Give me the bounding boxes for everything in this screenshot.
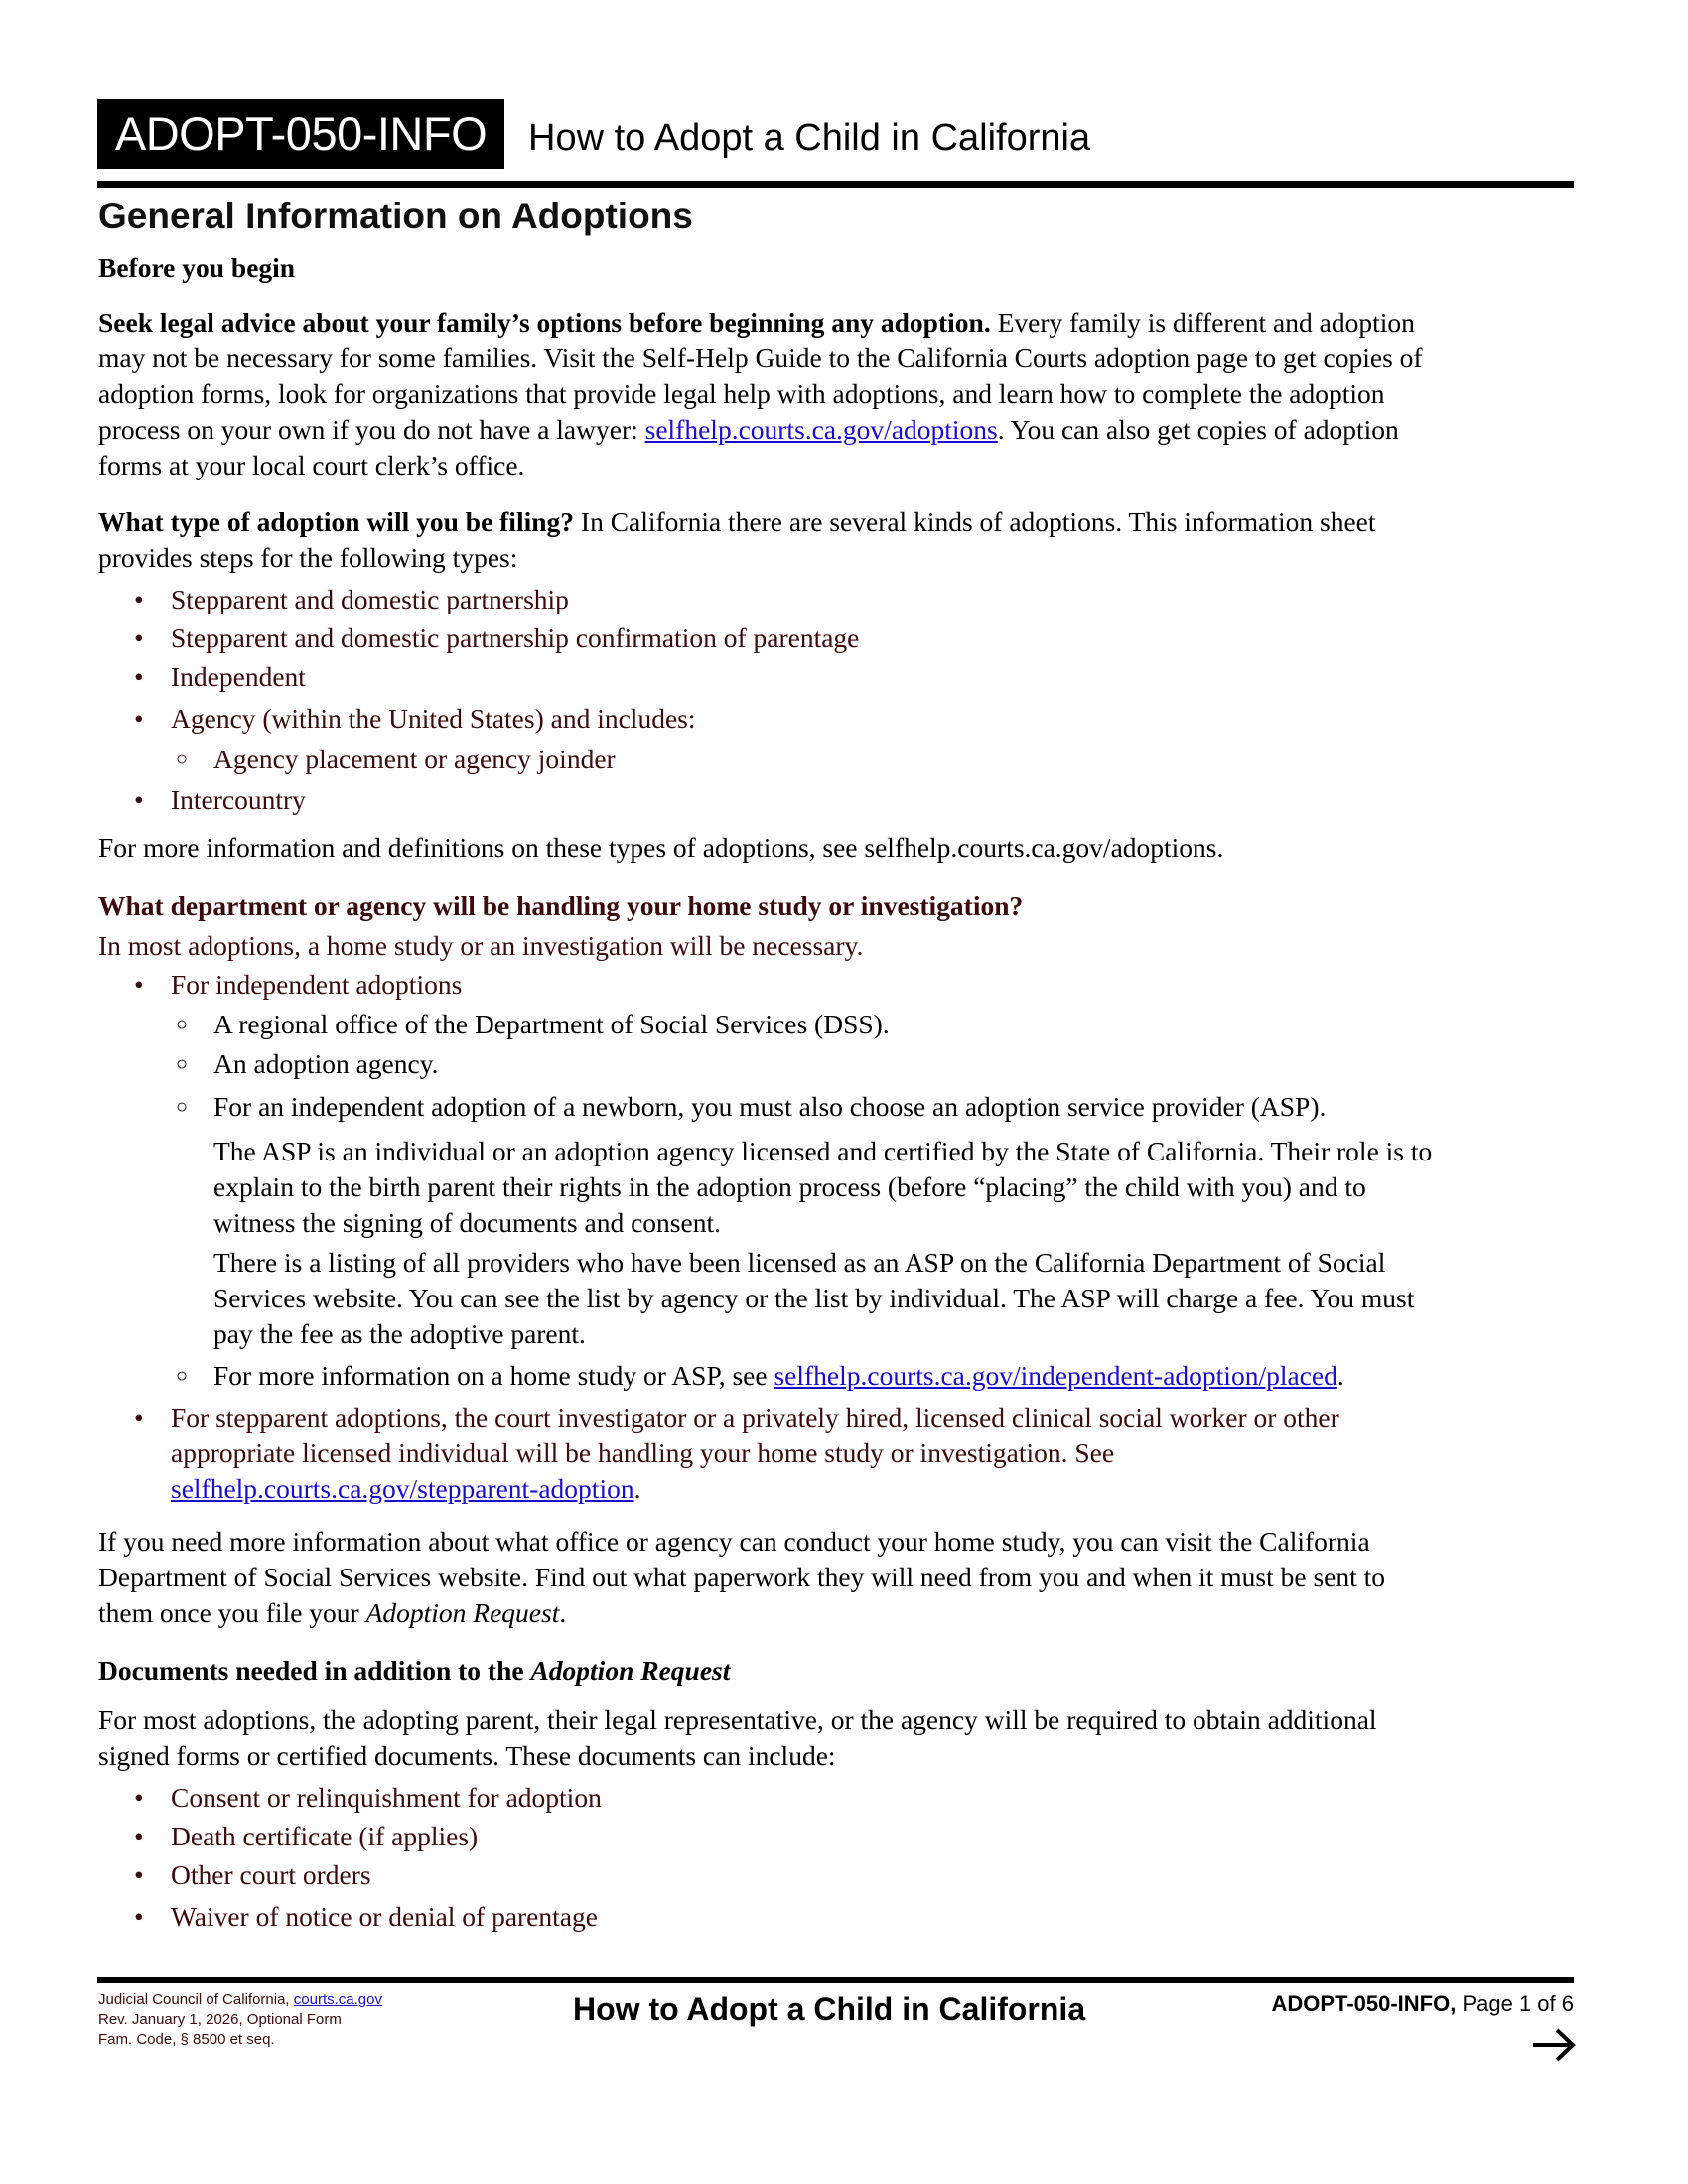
before-heading: Before you begin (98, 252, 296, 283)
before-lead: Seek legal advice about your family’s options before beginning any adoption. (98, 307, 991, 338)
before-paragraph (98, 305, 1578, 483)
dept-more: If you need more information about what office or agency can conduct your home study, you can visit the California Department of Social Services website. Find out what paperwork they will need from you and when it must be sent to them once you file your Adoption Request. (98, 1526, 1386, 1628)
form-id-badge: ADOPT-050-INFO (97, 99, 504, 169)
placed-link[interactable]: selfhelp.courts.ca.gov/independent-adoption/placed (774, 1360, 1337, 1391)
stepparent-link[interactable]: selfhelp.courts.ca.gov/stepparent-adoption (171, 1473, 634, 1504)
asp-listing-paragraph: There is a listing of all providers who have been licensed as an ASP on the California Department of Social Services website. You can see the list by agency or the list by individual. The ASP will charge a fee. You must pay the fee as the adoptive parent. (213, 1247, 1415, 1349)
types-lead: What type of adoption will you be filing? (98, 506, 575, 537)
text: . You can also get copies of adoption (997, 414, 1399, 445)
asp-paragraph: The ASP is an individual or an adoption agency licensed and certified by the State of California. Their role is to explain to the birth parent their rights in the adoption process (before “placing” the child with you) and to witness the signing of documents and consent. (213, 1136, 1433, 1238)
text: forms at your local court clerk’s office. (98, 450, 525, 480)
text: In California there are several kinds of adoptions. This information sheet (574, 506, 1376, 537)
footer-title: How to Adopt a Child in California (573, 1991, 1086, 2027)
text: may not be necessary for some families. Visit the Self-Help Guide to the California Courts adoption page to get copies of (98, 342, 1423, 373)
footer-rule (97, 1977, 1574, 1983)
dept-intro: In most adoptions, a home study or an investigation will be necessary. (98, 930, 864, 961)
docs-intro: For most adoptions, the adopting parent, their legal representative, or the agency will be required to obtain additional signed forms or certified documents. These documents can include: (98, 1705, 1377, 1771)
text: provides steps for the following types: (98, 542, 518, 573)
header-rule (97, 181, 1574, 188)
dept-heading: What department or agency will be handling your home study or investigation? (98, 890, 1024, 921)
text: Every family is different and adoption (990, 307, 1415, 338)
docs-heading: Documents needed in addition to the Adoption Request (98, 1655, 731, 1686)
text: adoption forms, look for organizations that provide legal help with adoptions, and learn how to complete the adoption (98, 378, 1385, 409)
types-paragraph (98, 504, 1578, 576)
footer-info: Judicial Council of California, courts.ca.gov Rev. January 1, 2026, Optional Form Fam. Code, § 8500 et seq. (98, 1991, 382, 2048)
text: process on your own if you do not have a lawyer: (98, 414, 645, 445)
section-title: General Information on Adoptions (98, 196, 693, 236)
courts-link[interactable]: courts.ca.gov (293, 1991, 382, 2008)
footer-page: ADOPT-050-INFO, Page 1 of 6 (1271, 1991, 1574, 2016)
types-more: For more information and definitions on these types of adoptions, see selfhelp.courts.ca.gov/adoptions. (98, 832, 1224, 863)
adoptions-link[interactable]: selfhelp.courts.ca.gov/adoptions (644, 414, 998, 445)
form-title: How to Adopt a Child in California (528, 117, 1091, 159)
arrow-right-icon (1531, 2025, 1577, 2065)
